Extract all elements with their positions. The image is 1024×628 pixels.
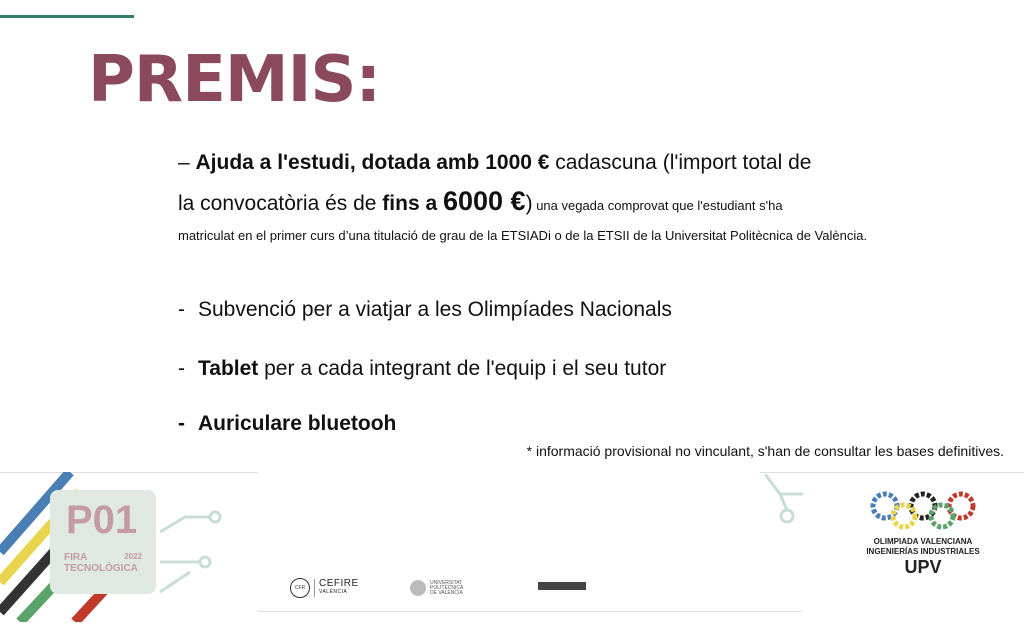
upv-seal-icon <box>410 580 426 596</box>
prize-2-item: - Subvenció per a viatjar a les Olimpíades Nacionals <box>178 298 672 321</box>
prize-4-item: - Auriculare bluetooh <box>178 412 397 435</box>
top-accent-rule <box>0 15 134 18</box>
upv-logo: UNIVERSITAT POLITÈCNICA DE VALÈNCIA <box>410 580 463 596</box>
prize-3-item: - Tablet per a cada integrant de l'equip i el seu tutor <box>178 357 667 380</box>
prize-1-block <box>178 143 978 247</box>
fira-tecnologica-badge <box>50 490 156 594</box>
olympic-gears-icon <box>867 490 979 530</box>
badge-year: 2022 <box>124 552 142 561</box>
cefire-mark-icon: CFR <box>290 578 310 598</box>
badge-name: FIRA TECNOLÒGICA <box>64 552 138 574</box>
prize-1-bold: Ajuda a l'estudi, dotada amb 1000 € <box>195 151 550 174</box>
prize-1-condition: matriculat en el primer curs d’una titulació de grau de la ETSIADi o de la ETSII de la Universitat Politècnica de València. <box>178 228 868 243</box>
olimpiada-logo: OLIMPIADA VALENCIANA INGENIERÍAS INDUSTRIALES UPV <box>858 490 988 577</box>
footer-divider-bottom <box>258 611 802 612</box>
circuit-icon <box>160 512 220 592</box>
footer-divider-right <box>760 472 1024 473</box>
cefire-logo: CFR CEFIRE VALÈNCIA <box>290 578 359 598</box>
etsiadi-mark-icon <box>538 582 586 590</box>
prize-1-text: – Ajuda a l'estudi, dotada amb 1000 € cadascuna (l'import total de la convocatòria és de fins a 6000 €) una vegada comprovat que l'estudiant s'ha <box>178 151 812 216</box>
prize-total-amount: 6000 € <box>442 186 526 216</box>
slide-title: PREMIS: <box>88 43 381 117</box>
badge-code: P01 <box>66 498 138 542</box>
disclaimer-note: * informació provisional no vinculant, s'han de consultar les bases definitives. <box>526 443 1004 459</box>
circuit-icon <box>765 474 815 534</box>
etsiadi-logo <box>538 582 586 590</box>
